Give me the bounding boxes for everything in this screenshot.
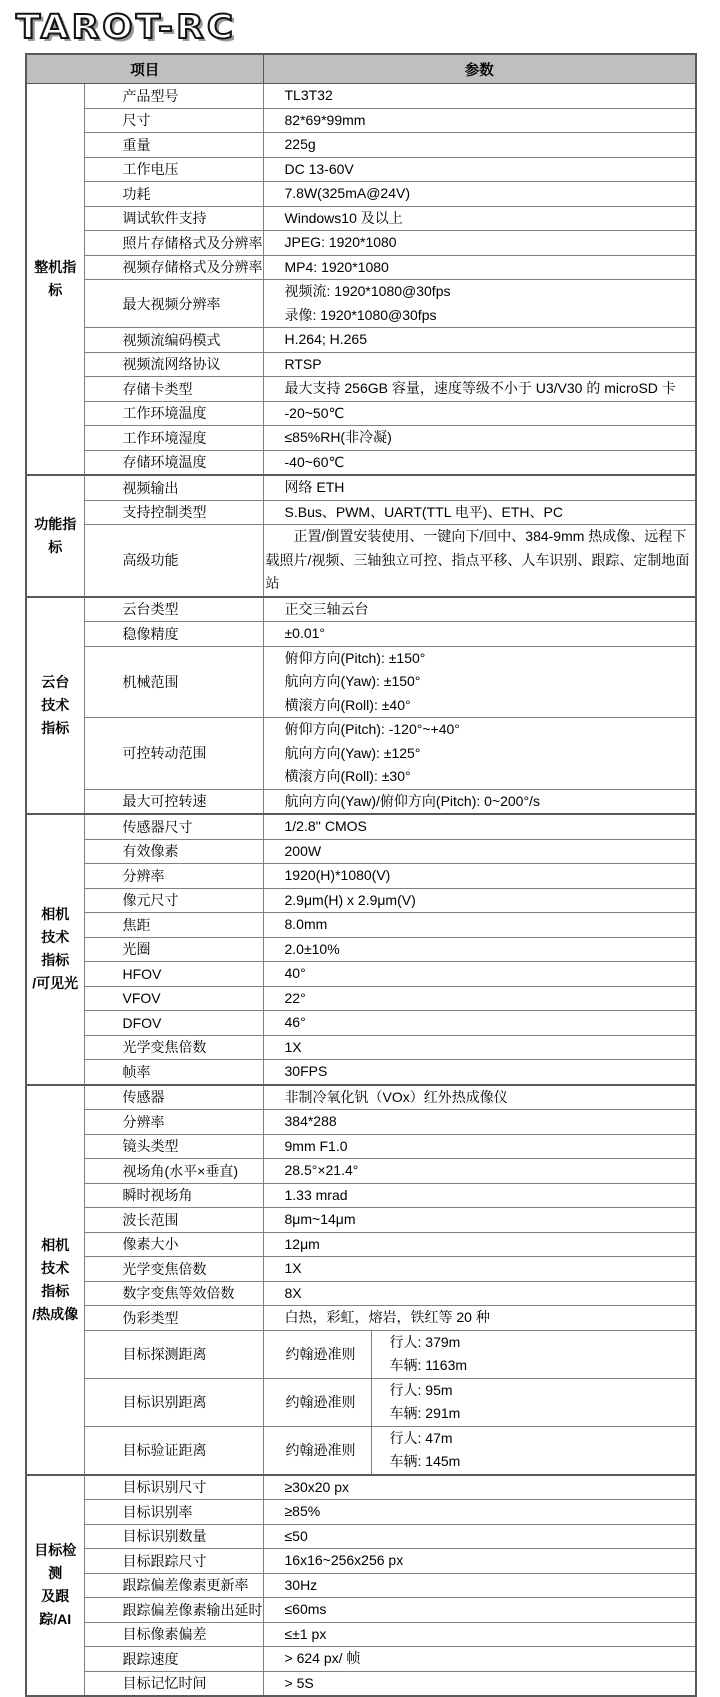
- spec-row: [26, 231, 696, 256]
- section-label: [26, 597, 84, 815]
- spec-value: [263, 789, 696, 814]
- spec-value-line: 车辆: 145m: [389, 1453, 461, 1469]
- section-label-line: 相机: [41, 906, 70, 923]
- spec-value-line: DC 13-60V: [284, 160, 354, 177]
- spec-item-label: 云台类型: [84, 597, 263, 622]
- spec-value: [371, 1426, 696, 1475]
- spec-row: [26, 962, 696, 987]
- spec-row: [26, 1232, 696, 1257]
- spec-value: [263, 206, 696, 231]
- spec-item-label: 工作环境湿度: [84, 426, 263, 451]
- spec-value: [263, 1524, 696, 1549]
- spec-value-line: 9mm F1.0: [284, 1137, 348, 1154]
- spec-item-label: 光圈: [84, 937, 263, 962]
- spec-item-label: 重量: [84, 133, 263, 158]
- spec-value: [263, 1647, 696, 1672]
- spec-value: [263, 280, 696, 328]
- spec-row: [26, 1134, 696, 1159]
- spec-value-line: 俯仰方向(Pitch): -120°~+40°: [284, 721, 460, 737]
- spec-value: [263, 525, 696, 597]
- spec-value: [263, 1573, 696, 1598]
- spec-value-line: 2.0±10%: [284, 940, 340, 957]
- spec-row: [26, 1378, 696, 1426]
- spec-value-line: ≤60ms: [284, 1601, 327, 1617]
- spec-item-label: 视频存储格式及分辨率: [84, 255, 263, 280]
- spec-item-label: 帧率: [84, 1060, 263, 1085]
- spec-item-label: 稳像精度: [84, 622, 263, 647]
- spec-value-line: 正置/倒置安装使用、一键向下/回中、384-9mm 热成像、远程下载照片/视频、三轴独立可控、指点平移、人车识别、跟踪、定制地面站: [265, 528, 690, 591]
- spec-item-label: 工作环境温度: [84, 401, 263, 426]
- spec-row: [26, 133, 696, 158]
- spec-value-line: 1X: [284, 1038, 302, 1055]
- spec-value-line: 22°: [284, 989, 306, 1006]
- spec-value: [263, 1011, 696, 1036]
- spec-value-line: 16x16~256x256 px: [284, 1552, 404, 1568]
- spec-row: [26, 182, 696, 207]
- spec-value-line: -20~50℃: [284, 404, 345, 421]
- spec-value: [263, 1257, 696, 1282]
- spec-value-line: 8X: [284, 1284, 302, 1301]
- spec-row: [26, 839, 696, 864]
- spec-item-label: 传感器: [84, 1085, 263, 1110]
- spec-value: [263, 1671, 696, 1696]
- spec-value: [263, 1134, 696, 1159]
- spec-row: [26, 280, 696, 328]
- spec-value-line: ≥30x20 px: [284, 1478, 350, 1495]
- spec-item-label: 跟踪速度: [84, 1647, 263, 1672]
- spec-value-line: 225g: [284, 136, 316, 152]
- spec-row: [26, 1110, 696, 1135]
- spec-item-label: 跟踪偏差像素输出延时: [84, 1598, 263, 1623]
- spec-item-label: 目标识别数量: [84, 1524, 263, 1549]
- spec-value: [263, 84, 696, 109]
- spec-value: [263, 1208, 696, 1233]
- spec-row: [26, 1060, 696, 1085]
- spec-row: [26, 1500, 696, 1525]
- spec-item-label: 视场角(水平×垂直): [84, 1159, 263, 1184]
- spec-row: [26, 864, 696, 889]
- spec-value-line: S.Bus、PWM、UART(TTL 电平)、ETH、PC: [284, 503, 563, 520]
- spec-item-label: 目标跟踪尺寸: [84, 1549, 263, 1574]
- spec-value-line: > 5S: [284, 1674, 314, 1691]
- spec-value-line: 7.8W(325mA@24V): [284, 185, 410, 201]
- section-label: [26, 1085, 84, 1475]
- spec-value: [263, 1475, 696, 1500]
- spec-row: [26, 377, 696, 402]
- spec-row: [26, 206, 696, 231]
- spec-item-label: 尺寸: [84, 108, 263, 133]
- spec-item-label: 支持控制类型: [84, 500, 263, 525]
- spec-row: [26, 986, 696, 1011]
- spec-item-label: 视频输出: [84, 475, 263, 500]
- spec-value-line: 航向方向(Yaw)/俯仰方向(Pitch): 0~200°/s: [284, 792, 540, 809]
- spec-item-label: 像素大小: [84, 1232, 263, 1257]
- spec-item-label: HFOV: [84, 962, 263, 987]
- spec-value: [263, 937, 696, 962]
- spec-row: [26, 1426, 696, 1475]
- spec-value-line: JPEG: 1920*1080: [284, 234, 397, 250]
- spec-item-label: 有效像素: [84, 839, 263, 864]
- spec-value-line: 1X: [284, 1260, 302, 1276]
- spec-item-label: 高级功能: [84, 525, 263, 597]
- section-label-line: 指标: [41, 1282, 70, 1299]
- section-label-line: 指标: [41, 952, 70, 969]
- spec-row: [26, 450, 696, 475]
- spec-value: [263, 450, 696, 475]
- spec-value-line: 正交三轴云台: [284, 600, 369, 617]
- spec-item-label: 传感器尺寸: [84, 814, 263, 839]
- spec-value: [263, 475, 696, 500]
- spec-value: [263, 231, 696, 256]
- spec-row: [26, 1573, 696, 1598]
- spec-item-label: VFOV: [84, 986, 263, 1011]
- section-label-line: 技术: [41, 1259, 70, 1276]
- header-param-column: 参数: [263, 54, 696, 84]
- spec-row: [26, 1208, 696, 1233]
- spec-item-label: 跟踪偏差像素更新率: [84, 1573, 263, 1598]
- spec-value-line: 46°: [284, 1014, 306, 1030]
- spec-value-line: 40°: [284, 965, 306, 981]
- spec-value: [263, 1085, 696, 1110]
- spec-value-line: ≤50: [284, 1527, 308, 1544]
- spec-row: [26, 1647, 696, 1672]
- spec-value: [263, 646, 696, 718]
- spec-value: [263, 1281, 696, 1306]
- spec-value: [371, 1330, 696, 1378]
- spec-value-line: MP4: 1920*1080: [284, 258, 389, 275]
- spec-row: [26, 1035, 696, 1060]
- spec-value-line: 行人: 379m: [389, 1333, 461, 1350]
- section-label: [26, 1475, 84, 1697]
- spec-value: [263, 1110, 696, 1135]
- section-label-line: 相机: [41, 1236, 70, 1253]
- spec-item-label: 可控转动范围: [84, 718, 263, 790]
- spec-item-label: 照片存储格式及分辨率: [84, 231, 263, 256]
- spec-value-line: 1920(H)*1080(V): [284, 867, 391, 883]
- spec-value: [263, 888, 696, 913]
- spec-item-label: 镜头类型: [84, 1134, 263, 1159]
- header-item-column: 项目: [26, 54, 263, 84]
- spec-value-line: 200W: [284, 842, 322, 859]
- spec-row: [26, 1622, 696, 1647]
- spec-row: [26, 1183, 696, 1208]
- spec-value-line: RTSP: [284, 355, 322, 372]
- spec-item-label: 数字变焦等效倍数: [84, 1281, 263, 1306]
- header-row: [26, 54, 696, 84]
- spec-row: [26, 597, 696, 622]
- section-label-line: /热成像: [32, 1305, 79, 1322]
- spec-value: [263, 913, 696, 938]
- spec-value-line: 行人: 95m: [389, 1381, 453, 1398]
- section-label-line: 技术: [41, 929, 70, 946]
- spec-item-label: 像元尺寸: [84, 888, 263, 913]
- spec-value: [263, 1232, 696, 1257]
- spec-value-line: 航向方向(Yaw): ±150°: [284, 673, 421, 689]
- spec-item-label: 分辨率: [84, 864, 263, 889]
- spec-row: [26, 622, 696, 647]
- spec-value: [263, 1549, 696, 1574]
- spec-value: [263, 255, 696, 280]
- spec-value-line: ≥85%: [284, 1503, 321, 1519]
- spec-value-line: 12μm: [284, 1235, 320, 1252]
- spec-value: [263, 328, 696, 353]
- spec-value-line: 航向方向(Yaw): ±125°: [284, 744, 421, 761]
- spec-value-line: -40~60℃: [284, 453, 345, 470]
- spec-row: [26, 426, 696, 451]
- spec-value: [263, 182, 696, 207]
- spec-item-label: 最大视频分辨率: [84, 280, 263, 328]
- spec-value-line: 俯仰方向(Pitch): ±150°: [284, 649, 426, 666]
- spec-value: [263, 377, 696, 402]
- spec-value-line: 网络 ETH: [284, 479, 345, 495]
- spec-value-line: 视频流: 1920*1080@30fps: [284, 283, 451, 299]
- spec-value-line: 30FPS: [284, 1063, 328, 1079]
- spec-item-label: 焦距: [84, 913, 263, 938]
- section-label-line: 功能指标: [34, 515, 77, 555]
- section-label-line: 目标检测: [34, 1542, 77, 1582]
- spec-table: [25, 53, 697, 1697]
- spec-item-label: 分辨率: [84, 1110, 263, 1135]
- spec-value-line: 车辆: 291m: [389, 1405, 461, 1421]
- spec-row: [26, 1475, 696, 1500]
- spec-value: [263, 1060, 696, 1085]
- spec-value-line: 28.5°×21.4°: [284, 1162, 359, 1178]
- spec-item-label: 瞬时视场角: [84, 1183, 263, 1208]
- spec-value-line: 1/2.8'' CMOS: [284, 818, 367, 834]
- spec-value-line: 384*288: [284, 1113, 337, 1129]
- section-label-line: 云台: [41, 673, 70, 690]
- spec-value: [263, 1622, 696, 1647]
- spec-item-label: DFOV: [84, 1011, 263, 1036]
- spec-value-line: ≤±1 px: [284, 1625, 327, 1642]
- spec-value-line: 录像: 1920*1080@30fps: [284, 306, 437, 323]
- spec-item-label: 存储卡类型: [84, 377, 263, 402]
- spec-row: [26, 157, 696, 182]
- section-label-line: 整机指标: [34, 259, 77, 298]
- spec-value: [371, 1378, 696, 1426]
- spec-value: [263, 352, 696, 377]
- spec-value-line: 非制冷氧化钒（VOx）红外热成像仪: [284, 1088, 508, 1105]
- spec-row: [26, 352, 696, 377]
- spec-value: [263, 1500, 696, 1525]
- spec-value: [263, 401, 696, 426]
- section-label-line: /可见光: [32, 975, 79, 992]
- spec-value: [263, 426, 696, 451]
- spec-value: [263, 839, 696, 864]
- brand-logo: TAROT-RC: [16, 7, 237, 46]
- spec-value-line: 8.0mm: [284, 916, 328, 932]
- section-label: [26, 475, 84, 597]
- spec-value: [263, 597, 696, 622]
- spec-value-line: 横滚方向(Roll): ±30°: [284, 768, 411, 784]
- spec-item-label: 目标像素偏差: [84, 1622, 263, 1647]
- spec-value-line: 82*69*99mm: [284, 111, 366, 128]
- criterion-cell: 约翰逊准则: [263, 1426, 371, 1475]
- spec-item-label: 产品型号: [84, 84, 263, 109]
- spec-value: [263, 1159, 696, 1184]
- section-label-line: 指标: [41, 719, 70, 736]
- spec-value-line: 行人: 47m: [389, 1429, 453, 1446]
- spec-row: [26, 1330, 696, 1378]
- spec-value: [263, 108, 696, 133]
- spec-value: [263, 1035, 696, 1060]
- spec-item-label: 视频流编码模式: [84, 328, 263, 353]
- spec-row: [26, 1011, 696, 1036]
- section-label-line: 及跟踪/AI: [39, 1588, 72, 1628]
- spec-row: [26, 1306, 696, 1331]
- spec-value: [263, 157, 696, 182]
- spec-value: [263, 718, 696, 790]
- spec-row: [26, 814, 696, 839]
- spec-value-line: 白热，彩虹，熔岩，铁红等 20 种: [284, 1309, 490, 1325]
- spec-value-line: 车辆: 1163m: [389, 1357, 468, 1373]
- spec-row: [26, 1598, 696, 1623]
- spec-item-label: 波长范围: [84, 1208, 263, 1233]
- spec-value: [263, 962, 696, 987]
- spec-row: [26, 401, 696, 426]
- spec-value-line: 横滚方向(Roll): ±40°: [284, 696, 411, 713]
- spec-item-label: 伪彩类型: [84, 1306, 263, 1331]
- spec-item-label: 目标识别率: [84, 1500, 263, 1525]
- section-label: [26, 814, 84, 1085]
- spec-value-line: 30Hz: [284, 1576, 318, 1593]
- spec-value: [263, 1598, 696, 1623]
- spec-row: [26, 1257, 696, 1282]
- spec-item-label: 机械范围: [84, 646, 263, 718]
- spec-value-line: 8μm~14μm: [284, 1211, 356, 1227]
- spec-row: [26, 475, 696, 500]
- spec-item-label: 目标验证距离: [84, 1426, 263, 1475]
- criterion-cell: 约翰逊准则: [263, 1378, 371, 1426]
- spec-item-label: 目标识别尺寸: [84, 1475, 263, 1500]
- spec-item-label: 最大可控转速: [84, 789, 263, 814]
- section-label-line: 技术: [41, 696, 70, 713]
- spec-item-label: 视频流网络协议: [84, 352, 263, 377]
- spec-value: [263, 622, 696, 647]
- spec-value-line: Windows10 及以上: [284, 209, 403, 226]
- spec-row: [26, 888, 696, 913]
- spec-value-line: H.264; H.265: [284, 331, 367, 347]
- spec-item-label: 目标记忆时间: [84, 1671, 263, 1696]
- spec-row: [26, 500, 696, 525]
- spec-row: [26, 937, 696, 962]
- spec-row: [26, 328, 696, 353]
- spec-value-line: TL3T32: [284, 87, 333, 103]
- spec-value-line: ±0.01°: [284, 625, 326, 641]
- spec-row: [26, 1159, 696, 1184]
- spec-value-line: 2.9μm(H) x 2.9μm(V): [284, 891, 416, 908]
- spec-item-label: 目标探测距离: [84, 1330, 263, 1378]
- criterion-cell: 约翰逊准则: [263, 1330, 371, 1378]
- spec-row: [26, 789, 696, 814]
- spec-row: [26, 525, 696, 597]
- section-label: [26, 84, 84, 476]
- spec-value: [263, 814, 696, 839]
- spec-value-line: > 624 px/ 帧: [284, 1650, 361, 1666]
- spec-value: [263, 864, 696, 889]
- spec-row: [26, 1085, 696, 1110]
- spec-value: [263, 1183, 696, 1208]
- spec-value: [263, 500, 696, 525]
- spec-item-label: 功耗: [84, 182, 263, 207]
- spec-item-label: 存储环境温度: [84, 450, 263, 475]
- spec-row: [26, 1549, 696, 1574]
- spec-item-label: 目标识别距离: [84, 1378, 263, 1426]
- spec-row: [26, 913, 696, 938]
- spec-row: [26, 1524, 696, 1549]
- spec-value: [263, 1306, 696, 1331]
- spec-row: [26, 646, 696, 718]
- spec-row: [26, 718, 696, 790]
- spec-row: [26, 108, 696, 133]
- spec-item-label: 光学变焦倍数: [84, 1035, 263, 1060]
- spec-value: [263, 986, 696, 1011]
- spec-item-label: 工作电压: [84, 157, 263, 182]
- spec-row: [26, 1281, 696, 1306]
- spec-item-label: 光学变焦倍数: [84, 1257, 263, 1282]
- spec-value-line: 最大支持 256GB 容量，速度等级不小于 U3/V30 的 microSD 卡: [284, 380, 676, 396]
- spec-value-line: ≤85%RH(非冷凝): [284, 429, 392, 445]
- spec-value: [263, 133, 696, 158]
- spec-row: [26, 84, 696, 109]
- spec-item-label: 调试软件支持: [84, 206, 263, 231]
- spec-row: [26, 255, 696, 280]
- spec-row: [26, 1671, 696, 1696]
- spec-value-line: 1.33 mrad: [284, 1186, 348, 1203]
